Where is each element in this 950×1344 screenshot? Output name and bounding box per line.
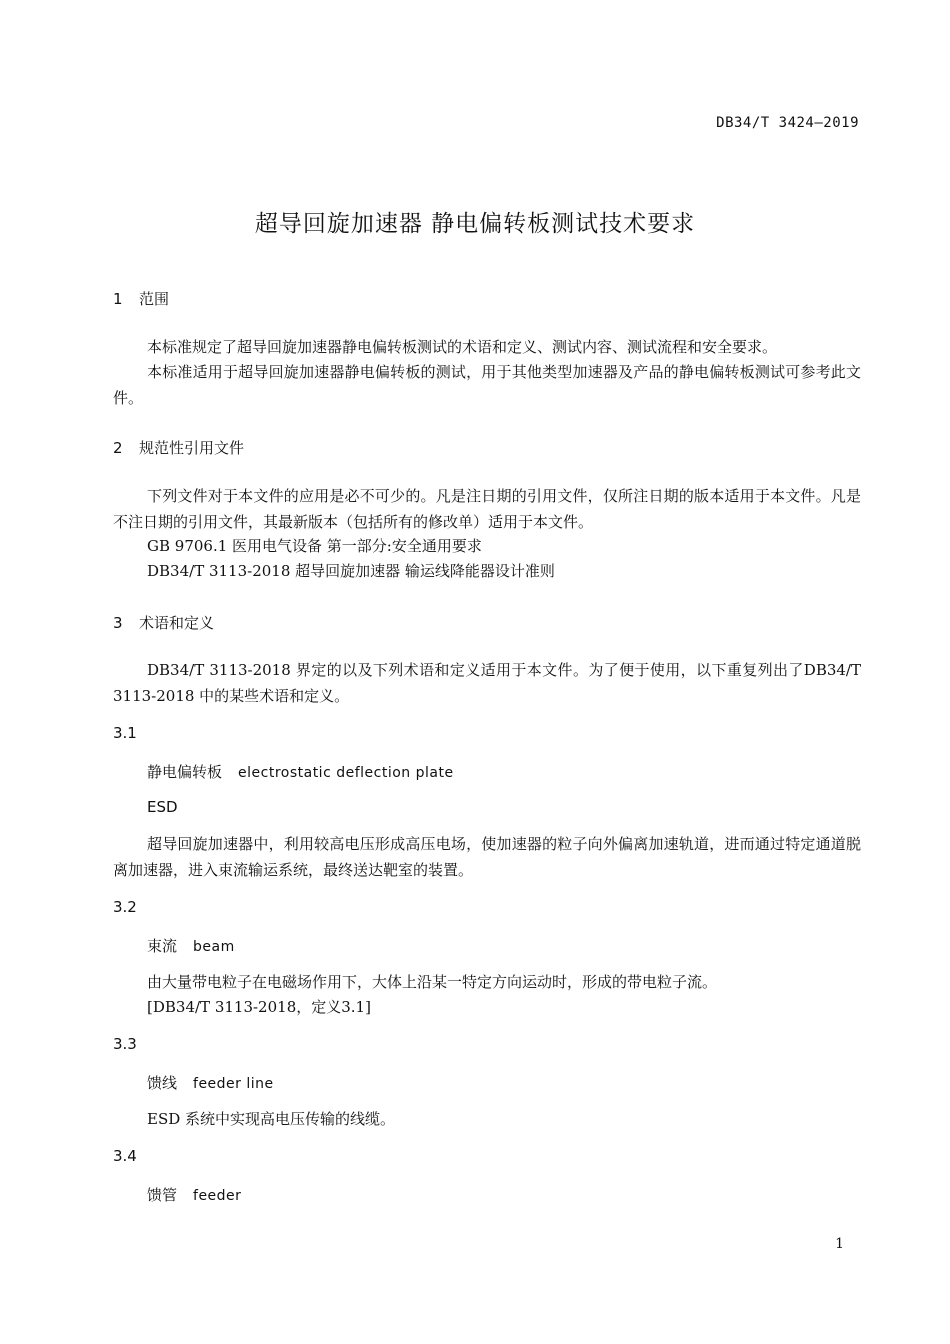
clause-3-2-number: 3.2 — [113, 898, 137, 916]
clause-3-1-number: 3.1 — [113, 724, 137, 742]
section-title: 规范性引用文件 — [139, 439, 245, 457]
page-title: 超导回旋加速器 静电偏转板测试技术要求 — [254, 211, 696, 237]
section-1-heading — [113, 288, 169, 309]
term-cn: 束流 — [147, 937, 178, 955]
term-en: electrostatic deflection plate — [238, 765, 454, 781]
reference-1: GB 9706.1 医用电气设备 第一部分:安全通用要求 — [147, 537, 482, 555]
section-number: 1 — [113, 290, 123, 308]
term-3-3-definition: ESD 系统中实现高电压传输的线缆。 — [147, 1110, 396, 1128]
term-en: feeder — [193, 1188, 242, 1204]
page-number: 1 — [835, 1236, 844, 1252]
term-3-1 — [147, 761, 454, 782]
term-3-1-definition: 超导回旋加速器中，利用较高电压形成高压电场，使加速器的粒子向外偏离加速轨道，进而通过特定通道脱离加速器，进入束流输运系统，最终送达靶室的装置。 — [113, 835, 861, 879]
term-3-4 — [147, 1184, 241, 1205]
section-1-paragraph-2: 本标准适用于超导回旋加速器静电偏转板的测试，用于其他类型加速器及产品的静电偏转板测试可参考此文件。 — [113, 363, 861, 407]
section-number: 3 — [113, 614, 123, 632]
section-2-heading — [113, 437, 244, 458]
section-3-heading — [113, 612, 214, 633]
reference-2: DB34/T 3113-2018 超导回旋加速器 输运线降能器设计准则 — [147, 562, 555, 580]
section-1-paragraph-1: 本标准规定了超导回旋加速器静电偏转板测试的术语和定义、测试内容、测试流程和安全要求。 — [147, 338, 778, 356]
clause-3-4-number: 3.4 — [113, 1147, 137, 1165]
term-3-1-abbreviation: ESD — [147, 798, 178, 816]
term-en: beam — [193, 939, 235, 955]
term-3-2 — [147, 935, 235, 956]
section-title: 术语和定义 — [139, 614, 215, 632]
clause-3-3-number: 3.3 — [113, 1035, 137, 1053]
section-number: 2 — [113, 439, 123, 457]
term-3-2-definition: 由大量带电粒子在电磁场作用下，大体上沿某一特定方向运动时，形成的带电粒子流。 — [147, 973, 718, 991]
section-2-paragraph-1: 下列文件对于本文件的应用是必不可少的。凡是注日期的引用文件，仅所注日期的版本适用于本文件。凡是不注日期的引用文件，其最新版本（包括所有的修改单）适用于本文件。 — [113, 487, 861, 531]
term-cn: 馈管 — [147, 1186, 178, 1204]
term-en: feeder line — [193, 1076, 274, 1092]
section-3-paragraph-1: DB34/T 3113-2018 界定的以及下列术语和定义适用于本文件。为了便于使用，以下重复列出了DB34/T 3113-2018 中的某些术语和定义。 — [113, 661, 861, 705]
section-title: 范围 — [139, 290, 170, 308]
term-cn: 静电偏转板 — [147, 763, 223, 781]
doc-number: DB34/T 3424—2019 — [716, 115, 859, 131]
term-3-3 — [147, 1072, 274, 1093]
term-cn: 馈线 — [147, 1074, 178, 1092]
term-3-2-source: [DB34/T 3113-2018，定义3.1] — [147, 998, 371, 1016]
